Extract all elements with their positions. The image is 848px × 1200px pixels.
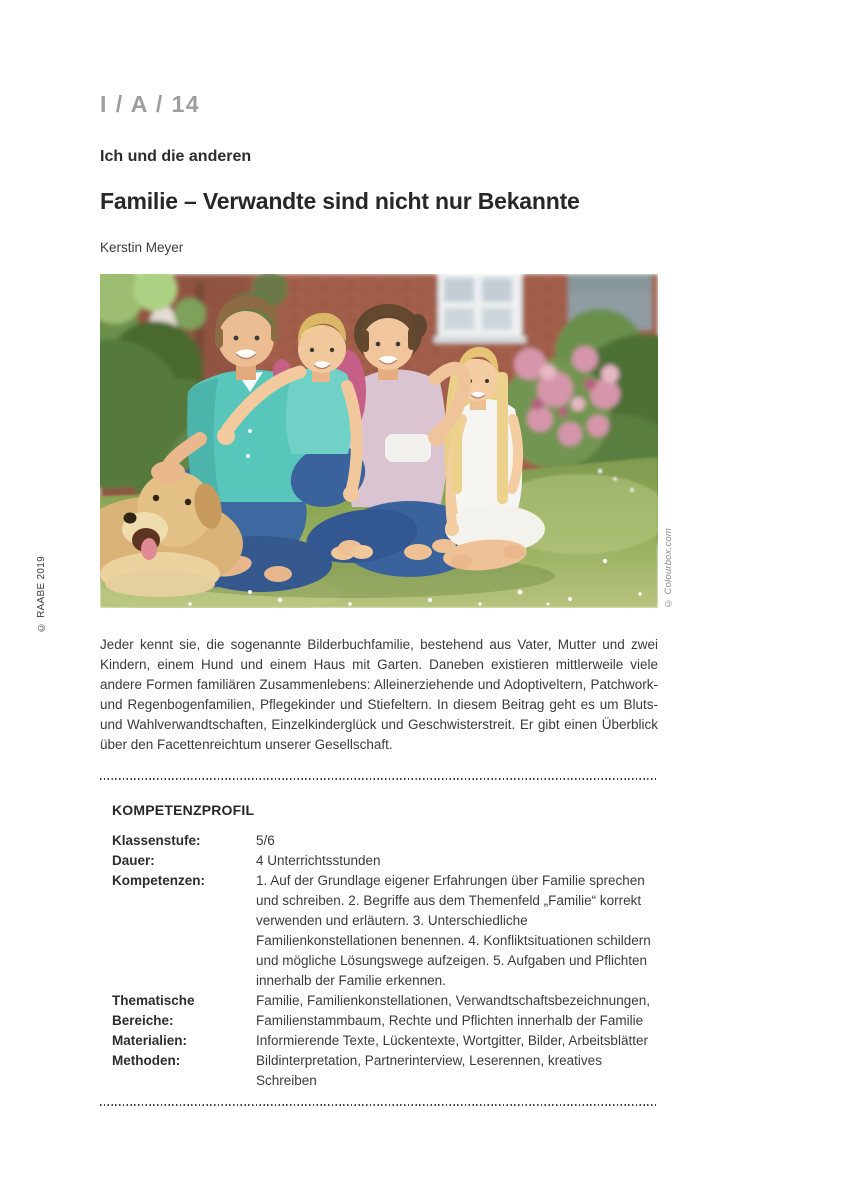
profile-row-value: Familie, Familienkonstellationen, Verwandtschaftsbezeichnungen, Familienstammbaum, Rechte und Pflichten innerhalb der Familie: [256, 993, 650, 1029]
profile-heading: KOMPETENZPROFIL: [112, 802, 255, 819]
family-photo: [100, 274, 674, 609]
profile-row-label: Dauer:: [112, 853, 155, 869]
publisher-copyright: © RAABE 2019: [36, 556, 47, 633]
profile-row-label: Methoden:: [112, 1053, 181, 1069]
photo-credit: © Colourbox.com: [663, 527, 674, 609]
unit-code: I / A / 14: [100, 91, 201, 117]
series-topic: Ich und die anderen: [100, 148, 252, 165]
author-name: Kerstin Meyer: [100, 239, 184, 255]
profile-row-value: 5/6: [256, 833, 275, 849]
divider-bottom: [100, 1104, 658, 1106]
profile-row-value: 4 Unterrichtsstunden: [256, 853, 381, 869]
profile-row-label: Materialien:: [112, 1033, 188, 1049]
family-photo-illustration: [100, 274, 658, 608]
profile-row-value: Bildinterpretation, Partnerinterview, Leserennen, kreatives Schreiben: [256, 1053, 602, 1089]
document-page: [100, 0, 674, 1106]
divider-top: [100, 778, 658, 780]
intro-paragraph: Jeder kennt sie, die sogenannte Bilderbuchfamilie, bestehend aus Vater, Mutter und zwei Kindern, einem Hund und einem Haus mit Garten. Daneben existieren mittlerweile viele andere Formen familiären Zusammenlebens: Alleinerziehende und Adoptiveltern, Patchwork- und Regenbogenfamilien, Pflegekinder und Stiefeltern. In diesem Beitrag geht es um Bluts- und Wahlverwandtschaften, Einzelkinderglück und Geschwisterstreit. Er gibt einen Überblick über den Facettenreichtum unserer Gesellschaft.: [100, 637, 658, 753]
profile-row-label: Klassenstufe:: [112, 833, 201, 849]
profile-row-value: Informierende Texte, Lückentexte, Wortgitter, Bilder, Arbeitsblätter: [256, 1033, 648, 1049]
profile-row-label: Kompetenzen:: [112, 873, 206, 889]
profile-table: [112, 831, 658, 1091]
page-title: Familie – Verwandte sind nicht nur Bekannte: [100, 188, 580, 214]
competence-profile: [112, 802, 658, 1091]
profile-row-value: 1. Auf der Grundlage eigener Erfahrungen über Familie sprechen und schreiben. 2. Begriffe aus dem Themenfeld „Familie“ korrekt verwenden und erläutern. 3. Unterschiedliche Familienkonstellationen benennen. 4. Konfliktsituationen schildern und mögliche Lösungswege aufzeigen. 5. Aufgaben und Pflichten innerhalb der Familie erkennen.: [256, 873, 651, 989]
profile-row-label: Thematische Bereiche:: [112, 993, 195, 1029]
